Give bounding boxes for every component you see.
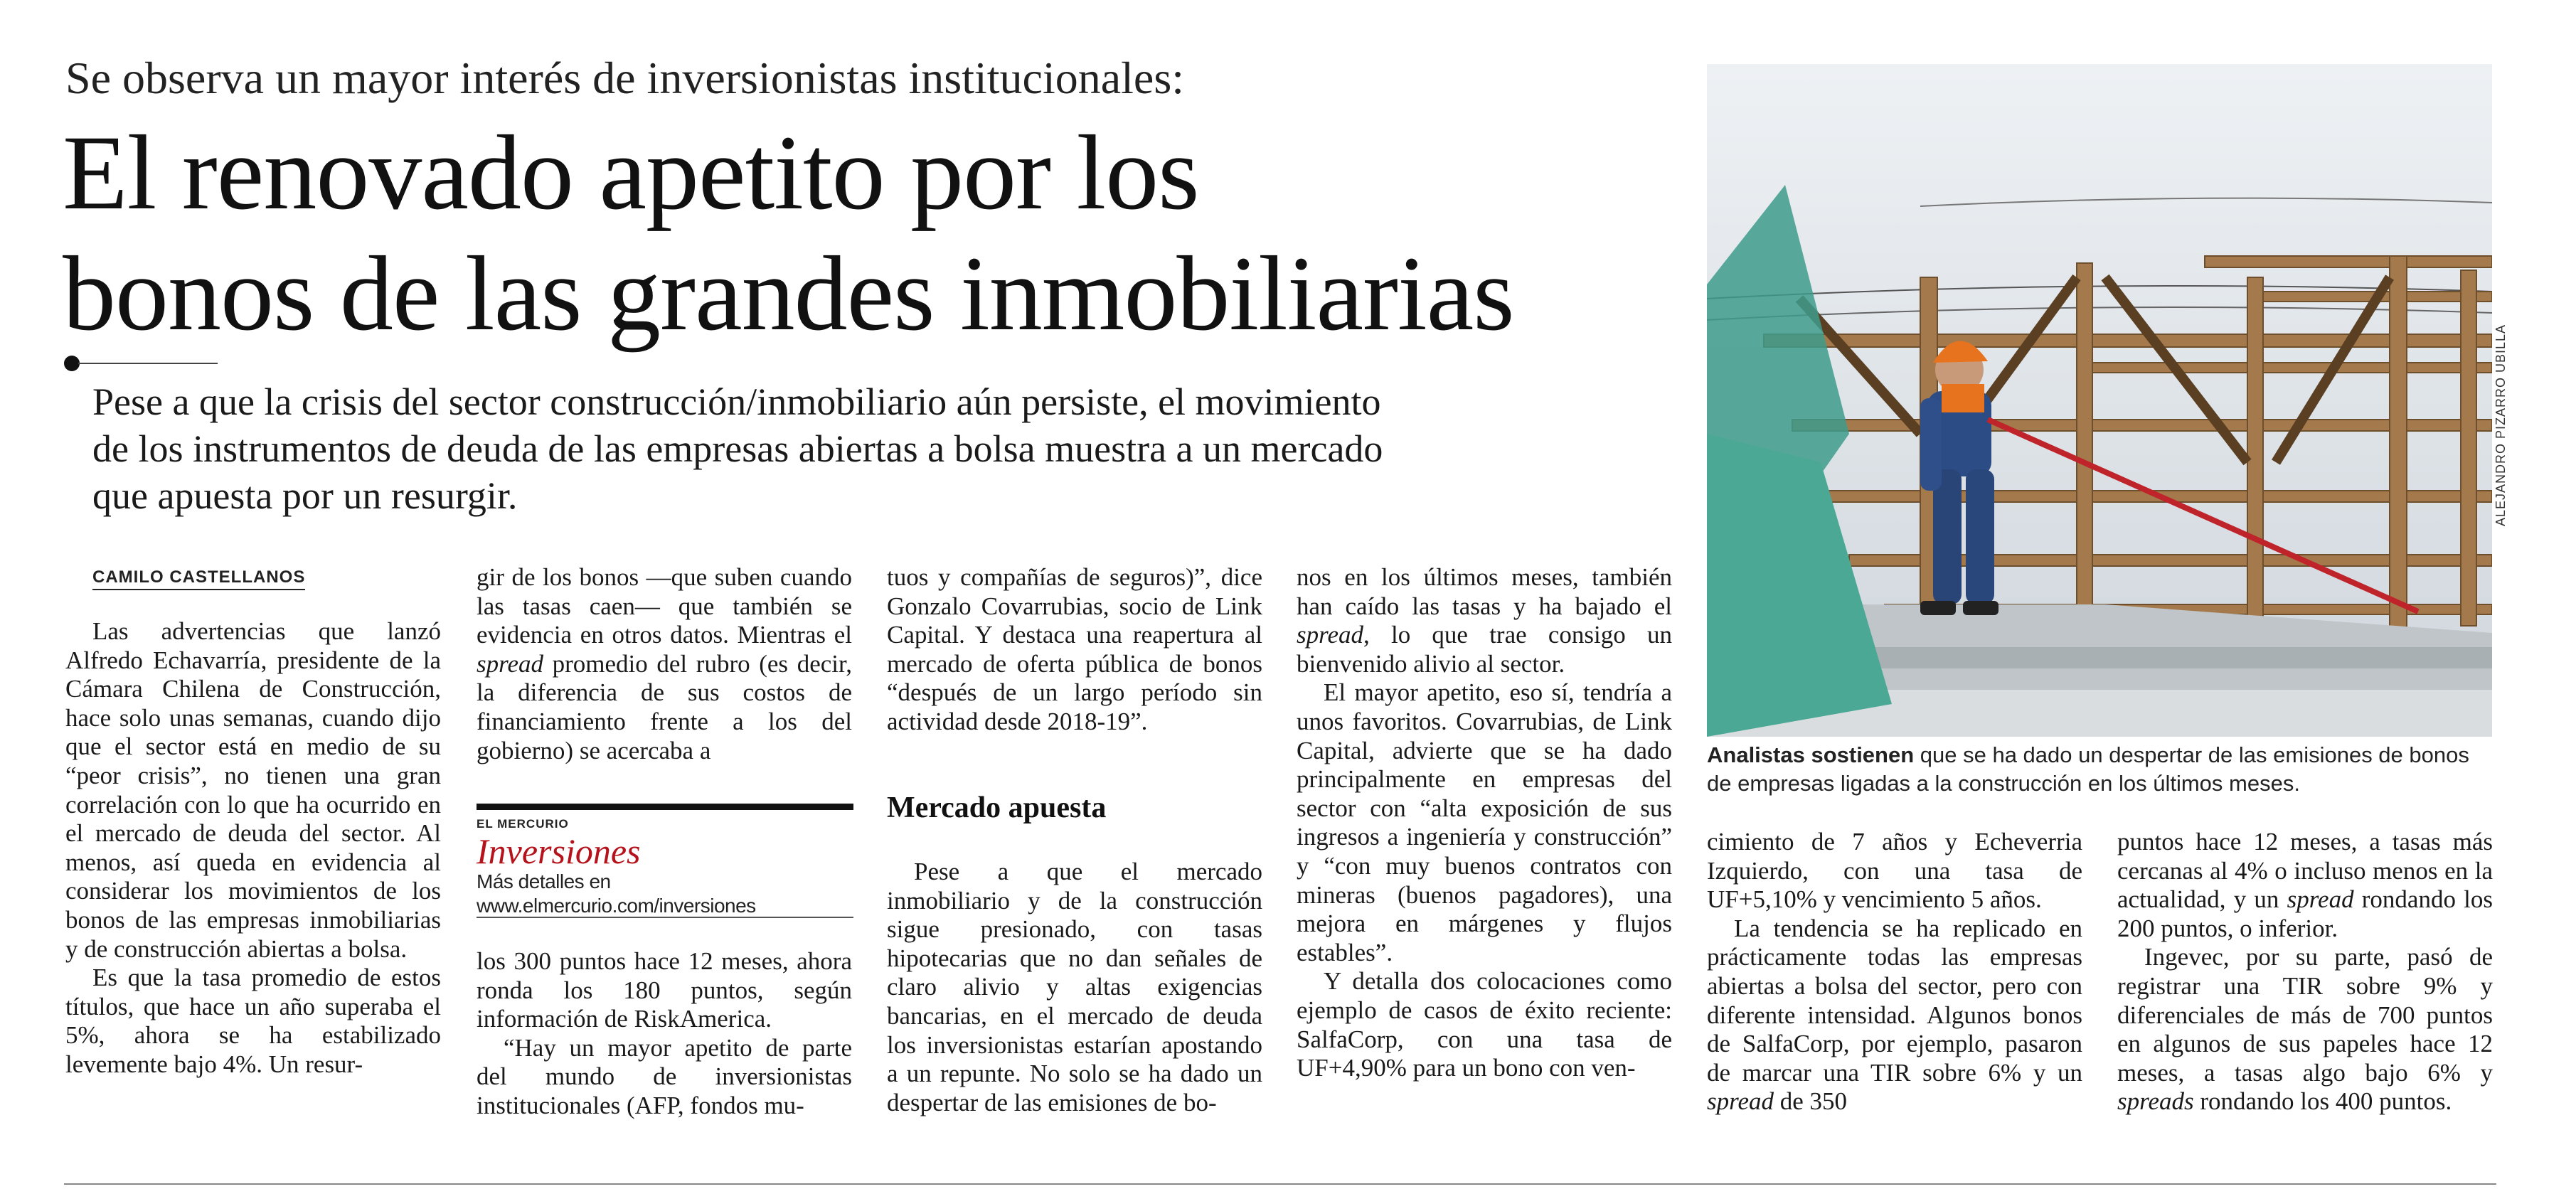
article-kicker: Se observa un mayor interés de inversionistas institucionales: [65,53,1184,103]
photo-caption: Analistas sostienen que se ha dado un despertar de las emisiones de bonos de empresas ligadas a la construcción en los últimos meses. [1707,742,2469,796]
column-6 [2117,828,2493,1116]
column-4 [1297,563,1672,1083]
construction-worker-photo [1707,64,2492,737]
rule-dot [64,356,80,371]
paragraph: Pese a que el mercado inmobiliario y de la construcción sigue presionado, con tasas hipotecarias que no dan señales de claro alivio y altas exigencias bancarias, en el mercado de deuda los inversionistas estarían apostando a un repunte. No solo se ha dado un despertar de las emisiones de bo- [887,858,1262,1116]
article-headline [63,112,1698,354]
paragraph: los 300 puntos hace 12 meses, ahora ronda los 180 puntos, según información de RiskAmerica. [477,947,852,1033]
column-3-continued [887,858,1262,1117]
byline: CAMILO CASTELLANOS [92,567,305,590]
column-1 [65,617,441,1079]
paragraph: nos en los últimos meses, también han caído las tasas y ha bajado el spread, lo que trae consigo un bienvenido alivio al sector. [1297,563,1672,678]
paragraph: “Hay un mayor apetito de parte del mundo de inversionistas institucionales (AFP, fondos mu- [477,1033,852,1119]
paragraph: puntos hace 12 meses, a tasas más cercanas al 4% o incluso menos en la actualidad, y un spread rondando los 200 puntos, o inferior. [2117,828,2493,942]
article-deck [92,378,1686,519]
column-2-continued [477,947,852,1121]
promo-brand: EL MERCURIO [477,817,569,831]
headline-line-1: El renovado apetito por los [63,114,1199,232]
paragraph: gir de los bonos —que suben cuando las tasas caen— que también se evidencia en otros datos. Mientras el spread promedio del rubro (es decir, la diferencia de sus costos de financiamiento frente a los del gobierno) se acercaba a [477,563,852,764]
deck-line-3: que apuesta por un resurgir. [92,474,518,517]
promo-section-title: Inversiones [477,831,641,871]
paragraph: Y detalla dos colocaciones como ejemplo de casos de éxito reciente: SalfaCorp, con una tasa de UF+4,90% para un bono con ven- [1297,967,1672,1082]
inversiones-promo[interactable] [477,804,853,918]
promo-more-details: Más detalles en [477,870,611,892]
paragraph: tuos y compañías de seguros)”, dice Gonzalo Covarrubias, socio de Link Capital. Y destaca una reapertura al mercado de oferta pública de bonos “después de un largo período sin actividad desde 2018-19”. [887,563,1262,735]
column-3 [887,563,1262,737]
photo-illustration [1707,64,2492,737]
bottom-rule [64,1183,2496,1185]
deck-line-1: Pese a que la crisis del sector construcción/inmobiliario aún persiste, el movimiento [92,380,1381,423]
paragraph: cimiento de 7 años y Echeverria Izquierdo, con una tasa de UF+5,10% y vencimiento 5 años. [1707,828,2082,914]
promo-url-link[interactable]: www.elmercurio.com/inversiones [477,895,756,917]
subhead: Mercado apuesta [887,791,1107,824]
paragraph: El mayor apetito, eso sí, tendría a unos favoritos. Covarrubias, de Link Capital, advierte que se ha dado principalmente en empresas del sector con “alta exposición de sus ingresos a ingeniería y construcción” y “con muy buenos contratos con mineras (buenos pagadores), una mejora en márgenes y flujos estables”. [1297,678,1672,966]
paragraph: Es que la tasa promedio de estos títulos, que hace un año superaba el 5%, ahora se ha estabilizado levemente bajo 4%. Un resur- [65,964,441,1078]
headline-line-2: bonos de las grandes inmobiliarias [63,235,1514,353]
column-2 [477,563,852,765]
deck-line-2: de los instrumentos de deuda de las empresas abiertas a bolsa muestra a un mercado [92,427,1383,470]
paragraph: La tendencia se ha replicado en prácticamente todas las empresas abiertas a bolsa del sector, pero con diferente intensidad. Algunos bonos de SalfaCorp, por ejemplo, pasaron de marcar una TIR sobre 6% y un spread de 350 [1707,914,2082,1116]
column-5 [1707,828,2082,1116]
photo-credit: ALEJANDRO PIZARRO UBILLA [2493,324,2508,526]
paragraph: Las advertencias que lanzó Alfredo Echavarría, presidente de la Cámara Chilena de Construcción, hace solo unas semanas, cuando dijo que el sector está en medio de su “peor crisis”, no tienen una gran correlación con lo que ha ocurrido en el mercado de deuda del sector. Al menos, así queda en evidencia al considerar los movimientos de los bonos de las empresas inmobiliarias y de construcción abiertas a bolsa. [65,617,441,963]
paragraph: Ingevec, por su parte, pasó de registrar una TIR sobre 9% y diferenciales de más de 700 puntos en algunos de sus papeles hace 12 meses, a tasas algo bajo 6% y spreads rondando los 400 puntos. [2117,943,2493,1116]
rule-line [78,363,218,364]
